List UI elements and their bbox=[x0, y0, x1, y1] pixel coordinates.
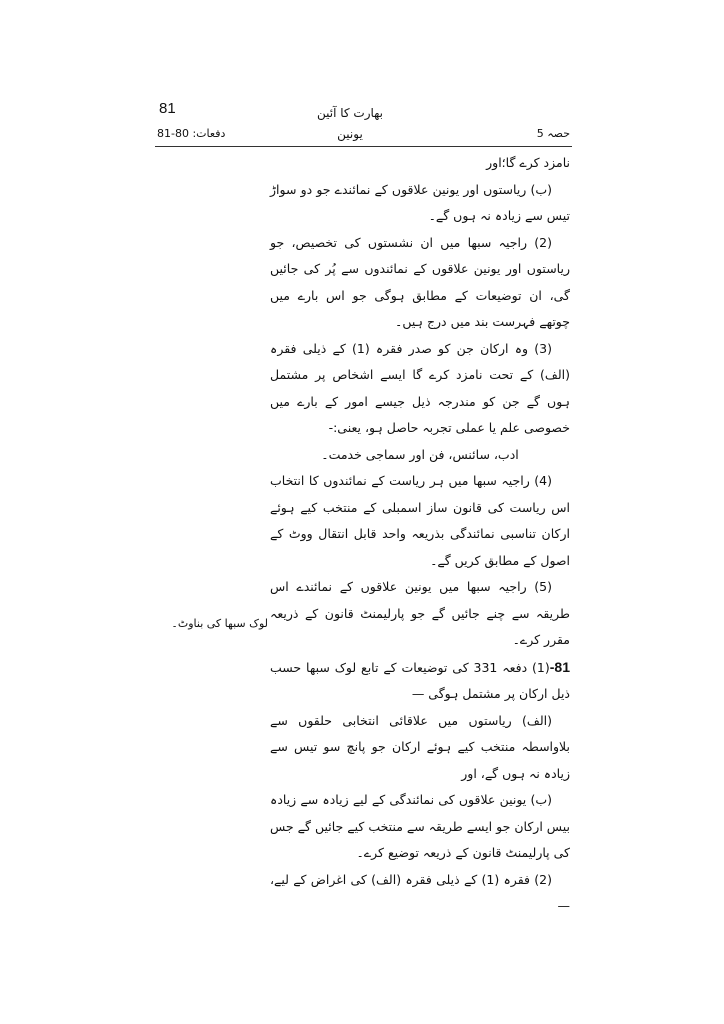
clause-range: دفعات: 80-81 bbox=[157, 127, 226, 140]
paragraph-clause-3: (3) وہ ارکان جن کو صدر فقرہ (1) کے ذیلی فقرہ (الف) کے تحت نامزد کرے گا ایسے اشخاص پر مشتمل ہوں گے جن کو مندرجہ ذیل جیسے امور کے بارے میں خصوصی علم یا عملی تجربہ حاصل ہو، یعنی:- bbox=[270, 340, 570, 435]
book-title: بھارت کا آئین bbox=[316, 106, 384, 120]
side-note: لوک سبھا کی بناوٹ۔ bbox=[171, 617, 268, 630]
paragraph-clause-alif: (الف) ریاستوں میں علاقائی انتخابی حلقوں سے بلاواسطہ منتخب کیے ہوئے ارکان جو پانچ سو تیس سے زیادہ نہ ہوں گے، اور bbox=[270, 712, 570, 781]
paragraph-clause-b: (ب) ریاستوں اور یونین علاقوں کے نمائندے جو دو سواڑ تیس سے زیادہ نہ ہوں گے۔ bbox=[270, 181, 570, 223]
part-label: حصہ 5 bbox=[536, 127, 570, 140]
article-number: 81- bbox=[549, 658, 570, 675]
page-number: 81 bbox=[159, 100, 176, 117]
paragraph-clause-5: (5) راجیہ سبھا میں یونین علاقوں کے نمائندے اس طریقہ سے چنے جائیں گے جو پارلیمنٹ قانون کے ذریعہ مقرر کرے۔ bbox=[270, 579, 570, 647]
paragraph-clause-2-b: (2) فقرہ (1) کے ذیلی فقرہ (الف) کی اغراض کے لیے، — bbox=[270, 871, 570, 913]
paragraph-clause-b-2: (ب) یونین علاقوں کی نمائندگی کے لیے زیادہ سے زیادہ بیس ارکان جو ایسے طریقہ سے منتخب کیے جائیں گے جس کی پارلیمنٹ قانون کے ذریعہ توضیع کرے۔ bbox=[270, 792, 570, 860]
part-name: یونین bbox=[337, 127, 363, 141]
paragraph-clause-2: (2) راجیہ سبھا میں ان نشستوں کی تخصیص، جو ریاستوں اور یونین علاقوں کے نمائندوں سے پُر کی جائیں گی، ان توضیعات کے مطابق ہوگی جو اس بارے میں چوتھے فہرست بند میں درج ہیں۔ bbox=[270, 234, 570, 329]
paragraph-continuation: نامزد کرے گا؛اور bbox=[486, 155, 570, 170]
paragraph-clause-4: (4) راجیہ سبھا میں ہر ریاست کے نمائندوں کا انتخاب اس ریاست کی قانون ساز اسمبلی کے منتخب کیے ہوئے ارکان تناسبی نمائندگی بذریعہ واحد قابل انتقال ووٹ کے اصول کے مطابق کریں گے۔ bbox=[270, 473, 570, 568]
article-81-text: (1) دفعہ 331 کی توضیعات کے تابع لوک سبھا حسب ذیل ارکان پر مشتمل ہوگی — bbox=[270, 659, 570, 701]
paragraph-fields-list: ادب، سائنس، فن اور سماجی خدمت۔ bbox=[321, 446, 519, 462]
body-text bbox=[270, 150, 570, 920]
paragraph-article-81 bbox=[270, 654, 570, 708]
header-divider bbox=[155, 146, 572, 147]
